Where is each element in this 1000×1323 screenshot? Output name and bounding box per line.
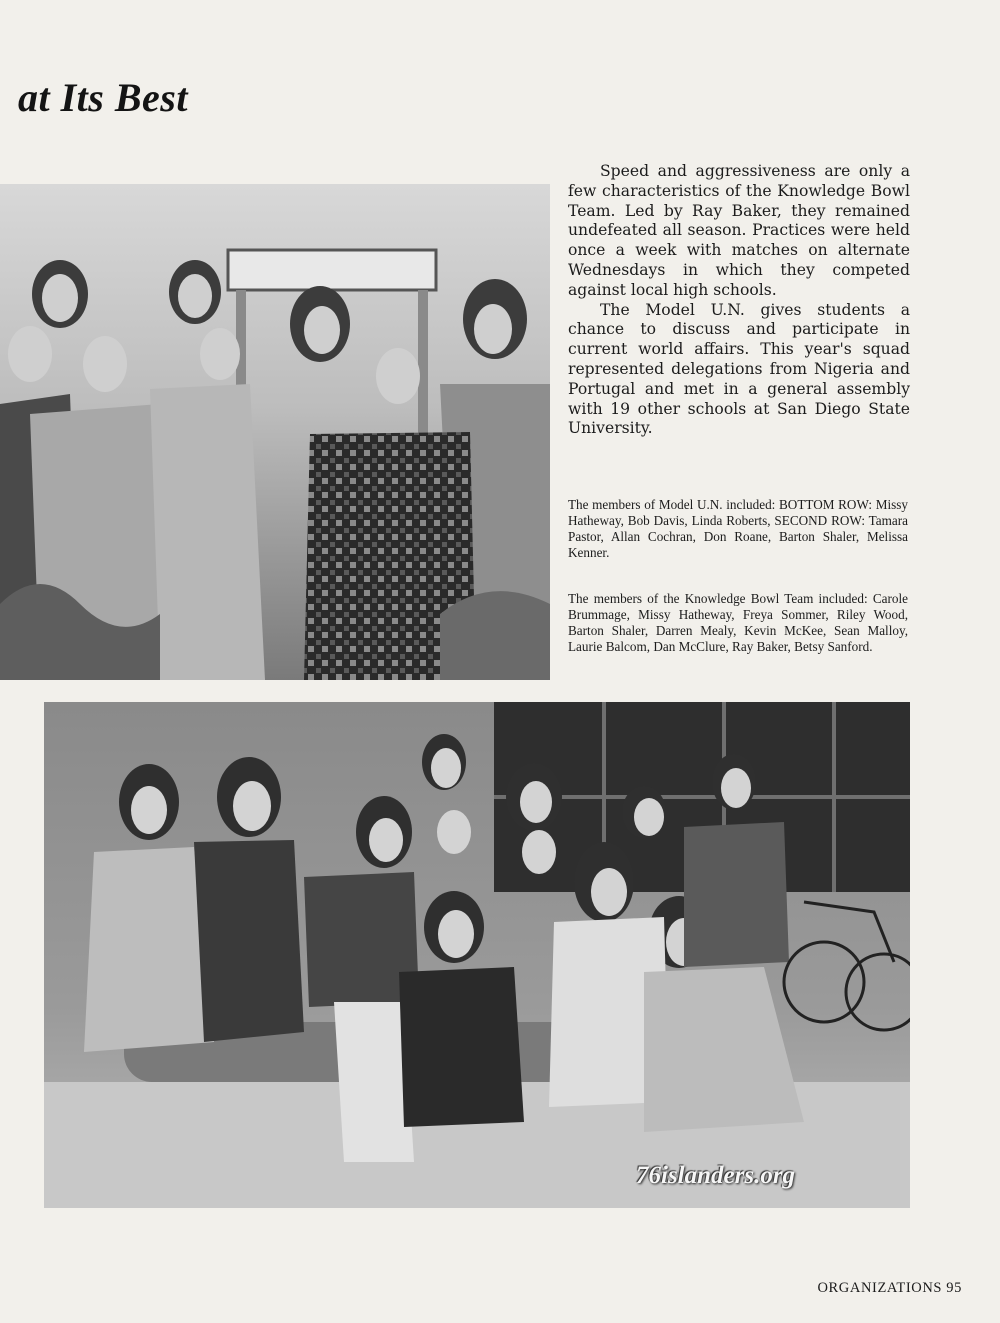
model-un-group-photo xyxy=(0,184,550,680)
knowledge-bowl-group-photo xyxy=(44,702,910,1208)
article-paragraph: The Model U.N. gives students a chance to discuss and participate in current world affairs. This year's squad represented delegations from Nigeria and Portugal and met in a general assembly with 19 other schools at San Diego State University. xyxy=(568,300,910,438)
site-watermark: 76islanders.org xyxy=(636,1162,796,1189)
article-paragraph: Speed and aggressiveness are only a few characteristics of the Knowledge Bowl Team. Led by Ray Baker, they remained undefeated all season. Practices were held once a week with matches on alternate Wednesdays in which they competed against local high schools. xyxy=(568,162,910,299)
page-heading: at Its Best xyxy=(18,75,188,120)
model-un-caption: The members of Model U.N. included: BOTTOM ROW: Missy Hatheway, Bob Davis, Linda Roberts, SECOND ROW: Tamara Pastor, Allan Cochran, Don Roane, Barton Shaler, Melissa Kenner. xyxy=(568,497,908,560)
article-text xyxy=(568,162,910,439)
page-folio: ORGANIZATIONS 95 xyxy=(817,1280,962,1296)
knowledge-bowl-caption: The members of the Knowledge Bowl Team included: Carole Brummage, Missy Hatheway, Freya Sommer, Riley Wood, Barton Shaler, Darren Mealy, Kevin McKee, Sean Malloy, Laurie Balcom, Dan McClure, Ray Baker, Betsy Sanford. xyxy=(568,591,908,654)
